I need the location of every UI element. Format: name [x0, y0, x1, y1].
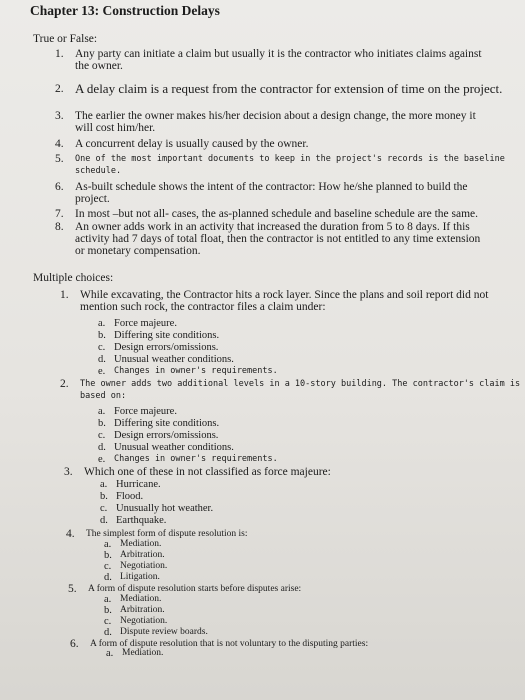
true-false-title: True or False: [33, 33, 98, 45]
option-letter: d. [104, 627, 112, 638]
option-text: Unusually hot weather. [116, 503, 214, 514]
option-letter: a. [106, 648, 114, 659]
option-text: Mediation. [120, 539, 162, 549]
option-letter: b. [104, 550, 112, 561]
question-text: A delay claim is a request from the contractor for extension of time on the project. [75, 81, 503, 96]
option-letter: d. [98, 442, 106, 453]
option-text: Changes in owner's requirements. [114, 366, 278, 376]
option-text: Unusual weather conditions. [114, 442, 234, 453]
question-text: The simplest form of dispute resolution is: [86, 529, 248, 539]
question-text: A concurrent delay is usually caused by the owner. [75, 138, 309, 150]
question-text: The earlier the owner makes his/her decision about a design change, the more money it [75, 110, 476, 122]
option-letter: e. [98, 366, 106, 377]
option-letter: c. [104, 616, 112, 627]
question-text: or monetary compensation. [75, 245, 201, 257]
option-letter: c. [104, 561, 112, 572]
question-text: A form of dispute resolution that is not voluntary to the disputing parties: [90, 639, 369, 649]
question-text: Any party can initiate a claim but usually it is the contractor who initiates claims against [75, 48, 482, 60]
question-text: mention such rock, the contractor files a claim under: [80, 301, 326, 313]
question-number: 5. [68, 583, 77, 595]
option-letter: d. [100, 515, 108, 526]
option-text: Mediation. [122, 648, 164, 658]
option-letter: c. [98, 342, 106, 353]
question-number: 4. [66, 528, 75, 540]
question-number: 6. [70, 638, 79, 650]
question-number: 1. [60, 289, 69, 301]
question-number: 2. [55, 83, 64, 95]
option-letter: c. [98, 430, 106, 441]
question-number: 1. [55, 48, 64, 60]
option-text: Differing site conditions. [114, 418, 220, 429]
option-text: Flood. [116, 491, 144, 502]
option-text: Mediation. [120, 594, 162, 604]
option-text: Changes in owner's requirements. [114, 454, 278, 464]
question-text: activity had 7 days of total float, then the contractor is not entitled to any time extension [75, 233, 481, 245]
question-number: 4. [55, 138, 64, 150]
option-letter: a. [100, 479, 108, 490]
option-letter: b. [98, 418, 106, 429]
option-text: Earthquake. [116, 515, 167, 526]
option-letter: b. [98, 330, 106, 341]
option-letter: a. [104, 539, 112, 550]
question-text: Which one of these in not classified as force majeure: [84, 466, 331, 478]
option-text: Dispute review boards. [120, 627, 208, 637]
option-letter: d. [104, 572, 112, 583]
question-text: based on: [80, 391, 127, 401]
option-text: Negotiation. [120, 561, 168, 571]
option-text: Force majeure. [114, 406, 177, 417]
question-number: 2. [60, 378, 69, 390]
question-text: While excavating, the Contractor hits a rock layer. Since the plans and soil report did not [80, 289, 489, 301]
option-text: Design errors/omissions. [114, 430, 219, 441]
question-text: One of the most important documents to keep in the project's records is the baseline [75, 154, 505, 164]
question-text: project. [75, 193, 110, 205]
option-letter: c. [100, 503, 108, 514]
option-text: Arbitration. [120, 605, 165, 615]
question-text: In most –but not all- cases, the as-planned schedule and baseline schedule are the same. [75, 208, 478, 220]
option-letter: d. [98, 354, 106, 365]
question-text: As-built schedule shows the intent of the contractor: How he/she planned to build the [75, 181, 468, 193]
option-letter: b. [104, 605, 112, 616]
question-number: 5. [55, 153, 64, 165]
option-letter: a. [98, 406, 106, 417]
question-number: 8. [55, 221, 64, 233]
question-text: An owner adds work in an activity that increased the duration from 5 to 8 days. If this [75, 221, 470, 233]
option-text: Arbitration. [120, 550, 165, 560]
option-text: Design errors/omissions. [114, 342, 219, 353]
question-number: 7. [55, 208, 64, 220]
question-text: The owner adds two additional levels in a 10-story building. The contractor's claim is [80, 379, 521, 389]
option-letter: e. [98, 454, 106, 465]
option-text: Differing site conditions. [114, 330, 220, 341]
question-text: A form of dispute resolution starts before disputes arise: [88, 584, 302, 594]
multiple-choice-title: Multiple choices: [33, 272, 114, 284]
option-text: Negotiation. [120, 616, 168, 626]
question-text: schedule. [75, 166, 122, 176]
option-letter: a. [104, 594, 112, 605]
option-text: Force majeure. [114, 318, 177, 329]
question-number: 3. [64, 466, 73, 478]
option-text: Hurricane. [116, 479, 161, 490]
question-text: the owner. [75, 60, 123, 72]
option-text: Unusual weather conditions. [114, 354, 234, 365]
question-number: 6. [55, 181, 64, 193]
chapter-heading: Chapter 13: Construction Delays [30, 3, 220, 18]
option-letter: b. [100, 491, 108, 502]
option-letter: a. [98, 318, 106, 329]
question-text: will cost him/her. [75, 122, 156, 134]
question-number: 3. [55, 110, 64, 122]
option-text: Litigation. [120, 572, 160, 582]
